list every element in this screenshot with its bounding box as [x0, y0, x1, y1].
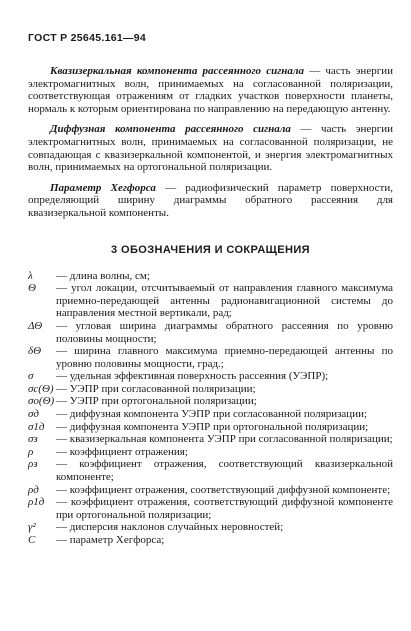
abbreviation-definition: — удельная эффективная поверхность рассеяния (УЭПР); — [56, 370, 329, 383]
abbreviation-symbol: δΘ — [28, 345, 42, 358]
abbreviation-symbol: γ² — [28, 521, 36, 534]
abbreviation-item — [28, 395, 393, 408]
definition-paragraph — [28, 123, 393, 173]
abbreviation-symbol: ρ — [28, 445, 34, 458]
abbreviation-symbol: σз — [28, 433, 38, 446]
abbreviation-symbol: σ1д — [28, 420, 45, 433]
abbreviation-definition: — квазизеркальная компонента УЭПР при согласованной поляризации; — [56, 433, 393, 446]
abbreviation-item — [28, 421, 393, 434]
abbreviation-definition: — коэффициент отражения, соответствующий диффузной компоненте; — [56, 483, 391, 496]
definitions-block — [28, 65, 393, 220]
abbreviation-item — [28, 534, 393, 547]
abbreviation-list — [28, 270, 393, 547]
abbreviation-item — [28, 484, 393, 497]
abbreviation-symbol: σо(Θ) — [28, 395, 55, 408]
abbreviation-item — [28, 458, 393, 483]
abbreviation-definition: — коэффициент отражения, соответствующий квазизеркальной компоненте; — [56, 458, 393, 484]
abbreviation-item — [28, 433, 393, 446]
definition-text: — радиофизический параметр поверхности, определяющий ширину диаграммы обратного рассеяния для квазизеркальной компоненты. — [28, 181, 393, 219]
abbreviation-symbol: ΔΘ — [28, 319, 43, 332]
definition-term: Квазизеркальная компонента рассеянного сигнала — [50, 65, 305, 77]
abbreviation-definition: — угловая ширина диаграммы обратного рассеяния по уровню половины мощности; — [56, 319, 393, 345]
abbreviation-item — [28, 383, 393, 396]
abbreviation-item — [28, 521, 393, 534]
abbreviation-definition: — диффузная компонента УЭПР при ортогональной поляризации; — [56, 420, 369, 433]
definition-term: Параметр Хегфорса — [50, 181, 156, 194]
abbreviation-symbol: ρз — [28, 458, 38, 471]
abbreviation-item — [28, 345, 393, 370]
abbreviation-item — [28, 446, 393, 459]
abbreviation-symbol: σс(Θ) — [28, 382, 54, 395]
abbreviation-definition: — УЭПР при ортогональной поляризации; — [56, 395, 257, 408]
abbreviation-symbol: ρ1д — [28, 496, 45, 509]
abbreviation-symbol: ρд — [28, 483, 39, 496]
abbreviation-definition: — диффузная компонента УЭПР при согласованной поляризации; — [56, 408, 368, 421]
section-title: 3 ОБОЗНАЧЕНИЯ И СОКРАЩЕНИЯ — [111, 243, 310, 256]
abbreviation-symbol: σ — [28, 370, 34, 383]
definition-paragraph — [28, 65, 393, 115]
abbreviation-item — [28, 320, 393, 345]
abbreviation-definition: — УЭПР при согласованной поляризации; — [56, 382, 256, 395]
definition-text: — часть энергии электромагнитных волн, принимаемых на согласованной поляризации, соответствующая отражениям от гладких участков поверхности планеты, нормаль к которым ориентирована по направлению на передающую антенну. — [28, 65, 393, 115]
abbreviation-symbol: Θ — [28, 282, 36, 295]
abbreviation-definition: — коэффициент отражения; — [56, 445, 188, 458]
abbreviation-definition: — дисперсия наклонов случайных неровностей; — [56, 521, 284, 534]
document-header: ГОСТ Р 25645.161—94 — [28, 32, 147, 44]
abbreviation-definition: — коэффициент отражения, соответствующий диффузной компоненте при ортогональной поляризации; — [56, 496, 393, 521]
abbreviation-definition: — длина волны, см; — [56, 269, 150, 282]
definition-paragraph — [28, 182, 393, 220]
definition-text: — часть энергии электромагнитных волн, принимаемых на согласованной поляризации, не совпадающая с квазизеркальной компонентой, и энергия электромагнитных волн, принимаемых на ортогональной поляризации. — [28, 123, 393, 174]
abbreviation-item — [28, 282, 393, 320]
abbreviation-definition: — угол локации, отсчитываемый от направления главного максимума приемно-передающей антенны радионавигационной системы до направления местной вертикали, рад; — [56, 282, 393, 320]
abbreviation-definition: — параметр Хегфорса; — [56, 534, 165, 546]
abbreviation-definition: — ширина главного максимума приемно-передающей антенны по уровню половины мощности, град.; — [56, 345, 393, 370]
abbreviation-item — [28, 270, 393, 283]
abbreviation-symbol: λ — [28, 269, 33, 282]
abbreviation-item — [28, 408, 393, 421]
abbreviation-symbol: σд — [28, 408, 39, 421]
abbreviation-symbol: C — [28, 534, 36, 546]
definition-term: Диффузная компонента рассеянного сигнала — [50, 123, 291, 136]
abbreviation-item — [28, 370, 393, 383]
abbreviation-item — [28, 496, 393, 521]
